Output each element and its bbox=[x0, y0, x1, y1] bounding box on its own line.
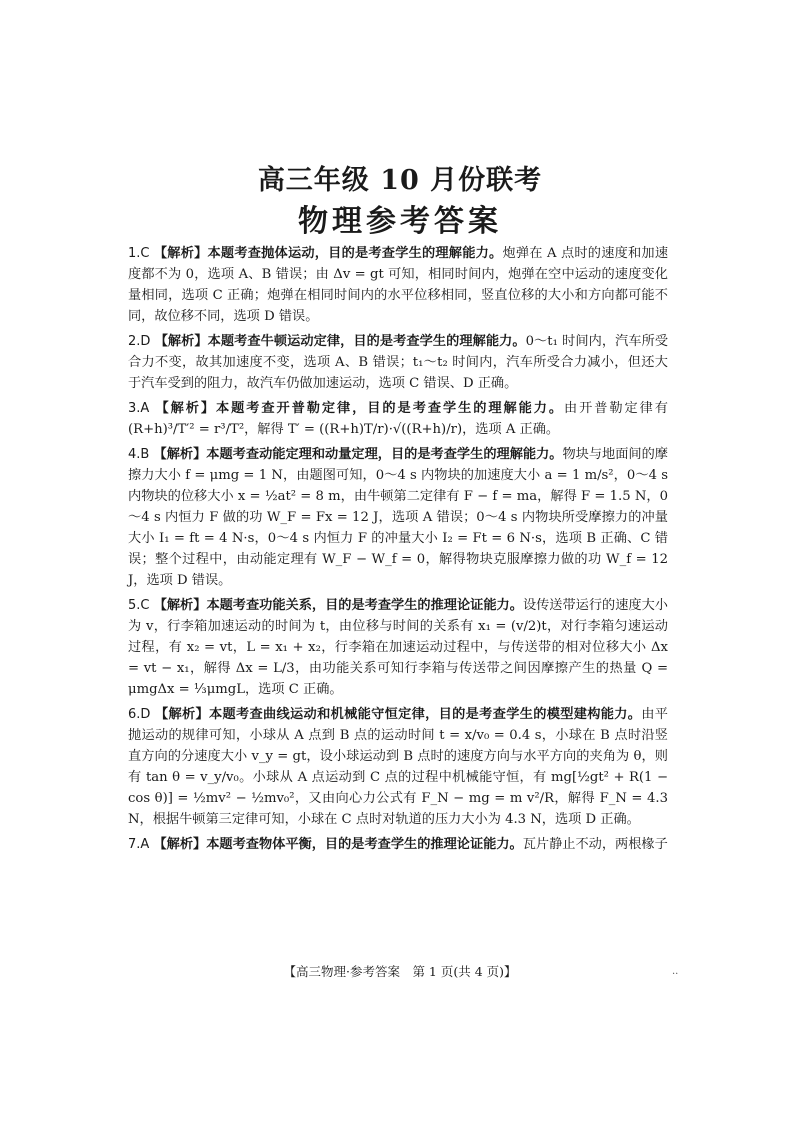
analysis-body: 由平抛运动的规律可知，小球从 A 点到 B 点的运动时间 t = x/v₀ = 0.4 s，小球在 B 点时沿竖直方向的分速度大小 v_y = gt，设小球运动到 B 点时的速度方向与水平方向的夹角为 θ，则有 tan θ = v_y/v₀。小球从 A 点运动到 C 点的过程中机械能守恒，有 mg[½gt² + R(1 − cos θ)] = ½mv² − ½mv₀²，又由向心力公式有 F_N − mg = m v²/R，解得 F_N = 4.3 N，根据牛顿第三定律可知，小球在 C 点时对轨道的压力大小为 4.3 N，选项 D 正确。 bbox=[128, 707, 668, 827]
answer-number: 4.B bbox=[128, 447, 150, 462]
analysis-lead: 本题考查开普勒定律，目的是考查学生的理解能力。 bbox=[215, 401, 565, 416]
answer-number: 2.D bbox=[128, 334, 151, 349]
answer-number: 1.C bbox=[128, 246, 150, 261]
analysis-tag: 【解析】 bbox=[154, 334, 208, 349]
analysis-tag: 【解析】 bbox=[155, 401, 216, 416]
analysis-lead: 本题考查功能关系，目的是考查学生的推理论证能力。 bbox=[206, 598, 523, 613]
answer-list bbox=[128, 243, 668, 857]
page-footer: 【高三物理·参考答案 第 1 页(共 4 页)】 bbox=[283, 964, 517, 979]
analysis-lead: 本题考查动能定理和动量定理，目的是考查学生的理解能力。 bbox=[206, 447, 563, 462]
answer-number: 5.C bbox=[128, 598, 150, 613]
analysis-lead: 本题考查牛顿运动定律，目的是考查学生的理解能力。 bbox=[207, 334, 526, 349]
analysis-body: 瓦片静止不动，两根椽子 bbox=[522, 837, 668, 852]
scan-mark: .. bbox=[672, 966, 679, 977]
exam-title: 高三年级 10 月份联考 bbox=[257, 165, 543, 196]
answer-item-3 bbox=[128, 398, 668, 440]
analysis-body: 炮弹在 A 点时的速度和加速度都不为 0，选项 A、B 错误；由 Δv = gt 可知，相同时间内，炮弹在空中运动的速度变化量相同，选项 C 正确；炮弹在相同时间内的水平位移相同，竖直位移的大小和方向都可能不同，故位移不同，选项 D 错误。 bbox=[128, 246, 669, 324]
analysis-body: 设传送带运行的速度大小为 v，行李箱加速运动的时间为 t，由位移与时间的关系有 x₁ = (v/2)t，对行李箱匀速运动过程，有 x₂ = vt，L = x₁ + x₂，行李箱在加速运动过程中，与传送带的相对位移大小 Δx = vt − x₁，解得 Δx = L/3，由功能关系可知行李箱与传送带之间因摩擦产生的热量 Q = μmgΔx = ⅓μmgL，选项 C 正确。 bbox=[128, 598, 668, 697]
answer-number: 6.D bbox=[128, 707, 151, 722]
answer-number: 3.A bbox=[128, 401, 150, 416]
analysis-lead: 本题考查抛体运动，目的是考查学生的理解能力。 bbox=[207, 246, 503, 261]
answer-item-1 bbox=[128, 243, 668, 327]
answer-item-4 bbox=[128, 444, 668, 591]
analysis-body: 由开普勒定律有 (R+h)³/T′² = r³/T²，解得 T′ = ((R+h)T/r)·√((R+h)/r)，选项 A 正确。 bbox=[128, 401, 668, 437]
answer-item-6 bbox=[128, 704, 668, 830]
analysis-lead: 本题考查物体平衡，目的是考查学生的推理论证能力。 bbox=[206, 837, 523, 852]
analysis-tag: 【解析】 bbox=[153, 837, 207, 852]
document-title: 物理参考答案 bbox=[298, 204, 502, 239]
answer-item-2 bbox=[128, 331, 668, 394]
analysis-tag: 【解析】 bbox=[153, 246, 208, 261]
analysis-body: 物块与地面间的摩擦力大小 f = μmg = 1 N，由题图可知，0～4 s 内物块的加速度大小 a = 1 m/s²，0～4 s 内物块的位移大小 x = ½at² = 8 m，由牛顿第二定律有 F − f = ma，解得 F = 1.5 N，0～4 s 内恒力 F 做的功 W_F = Fx = 12 J，选项 A 错误；0～4 s 内物块所受摩擦力的冲量大小 I₁ = ft = 4 N·s，0～4 s 内恒力 F 的冲量大小 I₂ = Ft = 6 N·s，选项 B 正确、C 错误；整个过程中，由动能定理有 W_F − W_f = 0，解得物块克服摩擦力做的功 W_f = 12 J，选项 D 错误。 bbox=[128, 447, 668, 588]
answer-number: 7.A bbox=[128, 837, 150, 852]
analysis-tag: 【解析】 bbox=[153, 447, 207, 462]
analysis-lead: 本题考查曲线运动和机械能守恒定律，目的是考查学生的模型建构能力。 bbox=[208, 707, 642, 722]
analysis-body: 0～t₁ 时间内，汽车所受合力不变，故其加速度不变，选项 A、B 错误；t₁～t₂ 时间内，汽车所受合力减小，但还大于汽车受到的阻力，故汽车仍做加速运动，选项 C 错误、D 正确。 bbox=[128, 334, 669, 391]
analysis-tag: 【解析】 bbox=[153, 598, 207, 613]
answer-item-7 bbox=[128, 834, 668, 855]
analysis-tag: 【解析】 bbox=[154, 707, 209, 722]
answer-item-5 bbox=[128, 595, 668, 700]
